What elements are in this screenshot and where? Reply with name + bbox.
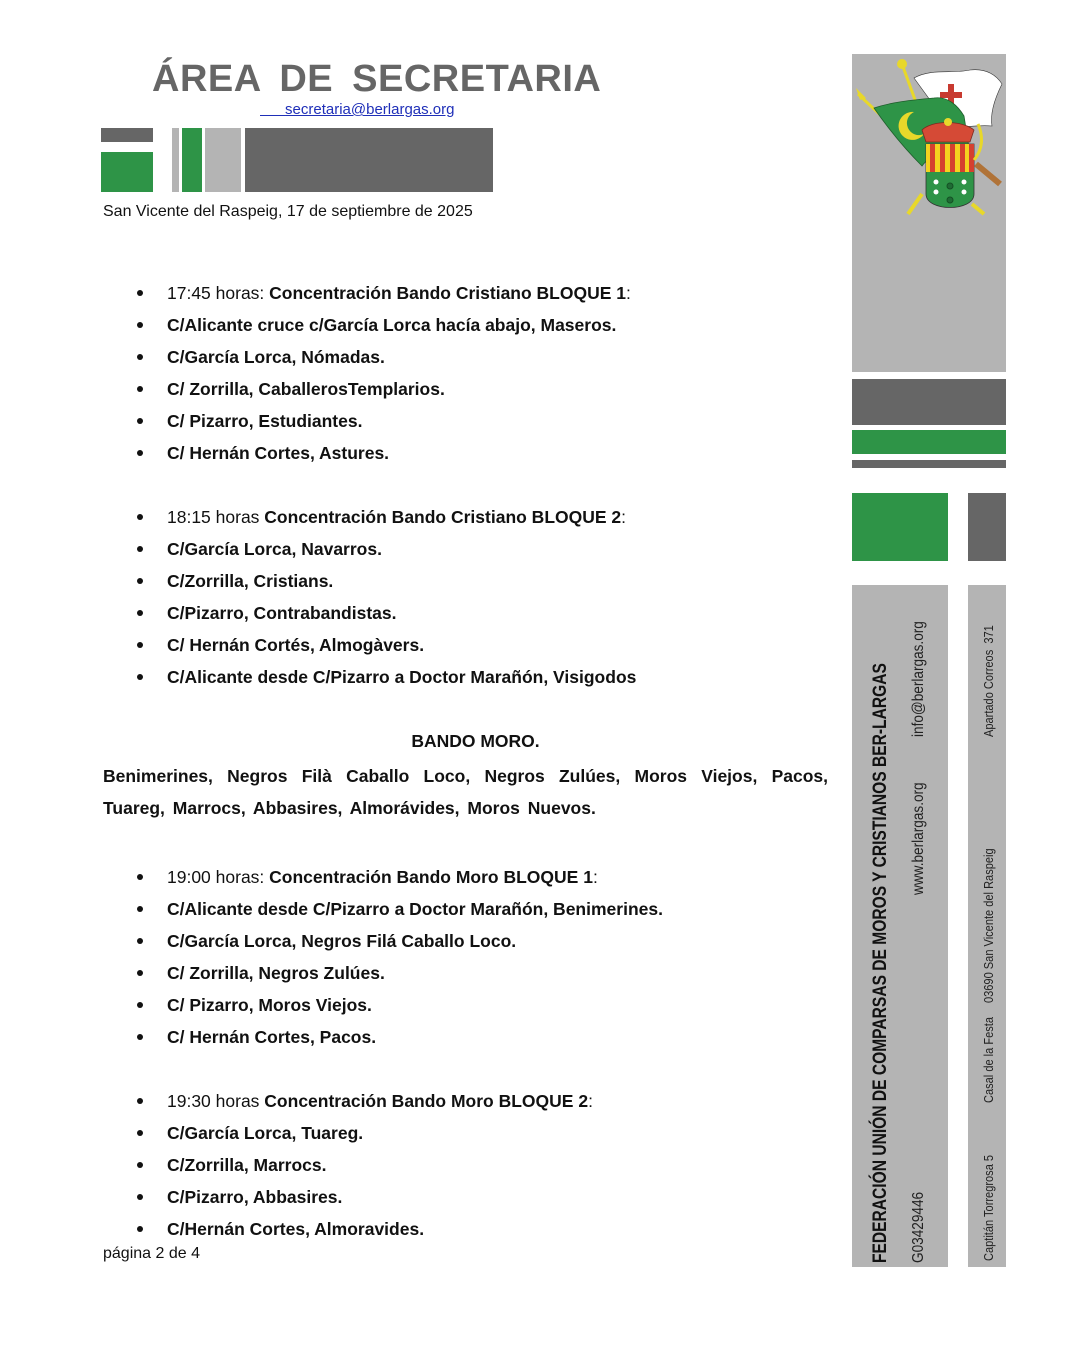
list-item-text: C/ Pizarro, Moros Viejos. — [167, 995, 372, 1015]
list-item-text: C/Hernán Cortes, Almoravides. — [167, 1219, 425, 1239]
org-email-text: info@berlargas.org — [910, 621, 927, 737]
heading-colon: : — [621, 507, 627, 527]
page-title: ÁREA DE SECRETARIA — [152, 58, 602, 100]
bullet-icon — [137, 450, 143, 456]
time-label: 19:30 horas — [167, 1091, 265, 1111]
list-item-text: C/García Lorca, Tuareg. — [167, 1123, 364, 1143]
list-item-text: C/Zorrilla, Cristians. — [167, 571, 334, 591]
list-item — [103, 632, 828, 664]
bullet-icon — [137, 610, 143, 616]
list-item — [103, 960, 828, 992]
page-number: página 2 de 4 — [103, 1245, 200, 1262]
section-moro-bloque-2 — [103, 1088, 828, 1248]
heading-colon: : — [592, 867, 598, 887]
header-block-green-bar — [182, 128, 202, 192]
header-block-dark-small — [101, 128, 153, 142]
list-item — [103, 536, 828, 568]
sidebar-bar-dark-thin — [852, 460, 1006, 468]
bullet-icon — [137, 906, 143, 912]
po-box: Apartado Correos 371 — [981, 625, 996, 737]
list-item-text: C/Zorrilla, Marrocs. — [167, 1155, 327, 1175]
bullet-icon — [137, 386, 143, 392]
list-item — [103, 1120, 828, 1152]
list-item-text: C/García Lorca, Navarros. — [167, 539, 382, 559]
bullet-icon — [137, 642, 143, 648]
spacer — [103, 1056, 828, 1088]
list-item-text: C/ Hernán Cortes, Pacos. — [167, 1027, 377, 1047]
sidebar-emblem-panel — [852, 54, 1006, 372]
bullet-icon — [137, 1098, 143, 1104]
spacer — [103, 824, 828, 864]
list-item — [103, 896, 828, 928]
block-label: Concentración Bando Cristiano BLOQUE 1 — [269, 283, 627, 303]
list-item — [103, 1216, 828, 1248]
bullet-icon — [137, 1226, 143, 1232]
website-text: www.berlargas.org — [910, 782, 927, 895]
org-email[interactable] — [910, 621, 928, 737]
sidebar-bar-dark — [852, 379, 1006, 425]
org-name: FEDERACIÓN UNIÓN DE COMPARSAS DE MOROS Y CRISTIANOS BER-LARGAS — [870, 663, 891, 1263]
bullet-icon — [137, 514, 143, 520]
heading-colon: : — [626, 283, 631, 303]
heading-colon: : — [588, 1091, 593, 1111]
spacer — [103, 696, 828, 728]
list-item-text: C/García Lorca, Nómadas. — [167, 347, 385, 367]
list-item-text: C/ Hernán Cortés, Almogàvers. — [167, 635, 425, 655]
list-item — [103, 1184, 828, 1216]
bullet-icon — [137, 1034, 143, 1040]
list-item — [103, 992, 828, 1024]
bullet-icon — [137, 674, 143, 680]
list-item — [103, 376, 828, 408]
bando-moro-list: Benimerines, Negros Filà Caballo Loco, Negros Zulúes, Moros Viejos, Pacos, Tuareg, Marrocs, Abbasires, Almorávides, Moros Nuevos. — [103, 766, 828, 818]
time-label: 17:45 horas: — [167, 283, 270, 303]
bando-moro-heading: BANDO MORO. — [411, 731, 540, 751]
section-cristiano-bloque-2 — [103, 504, 828, 696]
place-date: San Vicente del Raspeig, 17 de septiembre de 2025 — [103, 203, 473, 220]
block-label: Concentración Bando Moro BLOQUE 1 — [269, 867, 593, 887]
coat-of-arms-icon — [852, 54, 1006, 224]
list-item-text: C/ Pizarro, Estudiantes. — [167, 411, 363, 431]
bullet-icon — [137, 1130, 143, 1136]
list-item-text: C/Alicante desde C/Pizarro a Doctor Marañón, Benimerines. — [167, 899, 663, 919]
list-item — [103, 568, 828, 600]
section-heading — [103, 864, 828, 896]
list-item-text: C/García Lorca, Negros Filá Caballo Loco. — [167, 931, 517, 951]
header-block-light-wide — [205, 128, 241, 192]
email-link-spacer — [260, 101, 285, 118]
section-moro-bloque-1 — [103, 864, 828, 1056]
bullet-icon — [137, 1002, 143, 1008]
list-item-text: C/ Zorrilla, CaballerosTemplarios. — [167, 379, 445, 399]
bullet-icon — [137, 874, 143, 880]
section-heading — [103, 504, 828, 536]
org-website[interactable] — [910, 782, 928, 895]
list-item — [103, 312, 828, 344]
sidebar-org-panel — [852, 585, 948, 1267]
email-link-text: secretaria@berlargas.org — [285, 101, 455, 118]
sidebar-block-green — [852, 493, 948, 561]
list-item-text: C/ Hernán Cortes, Astures. — [167, 443, 390, 463]
bullet-icon — [137, 1194, 143, 1200]
list-item-text: C/ Zorrilla, Negros Zulúes. — [167, 963, 385, 983]
bullet-icon — [137, 578, 143, 584]
time-label: 19:00 horas: — [167, 867, 270, 887]
list-item-text: C/Alicante desde C/Pizarro a Doctor Marañón, Visigodos — [167, 667, 637, 687]
sidebar-address-panel — [968, 585, 1006, 1267]
list-item-text: C/Alicante cruce c/García Lorca hacía abajo, Maseros. — [167, 315, 617, 335]
secretaria-email-link[interactable] — [260, 101, 454, 118]
org-tax-id: G03429446 — [910, 1191, 927, 1263]
block-label: Concentración Bando Moro BLOQUE 2 — [264, 1091, 589, 1111]
bullet-icon — [137, 418, 143, 424]
list-item — [103, 408, 828, 440]
list-item — [103, 1024, 828, 1056]
time-label: 18:15 horas — [167, 507, 265, 527]
bullet-icon — [137, 322, 143, 328]
list-item — [103, 440, 828, 472]
header-block-light-thin — [172, 128, 179, 192]
spacer — [103, 472, 828, 504]
list-item — [103, 344, 828, 376]
bullet-icon — [137, 938, 143, 944]
section-cristiano-bloque-1 — [103, 280, 828, 472]
list-item-text: C/Pizarro, Contrabandistas. — [167, 603, 397, 623]
bullet-icon — [137, 970, 143, 976]
block-label: Concentración Bando Cristiano BLOQUE 2 — [264, 507, 622, 527]
address-street: Captitán Torregrosa 5 — [981, 1154, 996, 1261]
section-heading — [103, 1088, 828, 1120]
bullet-icon — [137, 1162, 143, 1168]
bullet-icon — [137, 290, 143, 296]
sidebar-bar-green — [852, 430, 1006, 454]
list-item — [103, 600, 828, 632]
list-item — [103, 928, 828, 960]
section-heading — [103, 280, 828, 312]
document-body — [103, 280, 828, 1248]
header-block-green-square — [101, 152, 153, 192]
bullet-icon — [137, 354, 143, 360]
list-item — [103, 1152, 828, 1184]
sidebar-block-dark — [968, 493, 1006, 561]
address-city: 03690 San Vicente del Raspeig — [981, 848, 996, 1003]
list-item — [103, 664, 828, 696]
bullet-icon — [137, 546, 143, 552]
address-building: Casal de la Festa — [981, 1017, 996, 1103]
header-block-dark-wide — [245, 128, 493, 192]
list-item-text: C/Pizarro, Abbasires. — [167, 1187, 343, 1207]
